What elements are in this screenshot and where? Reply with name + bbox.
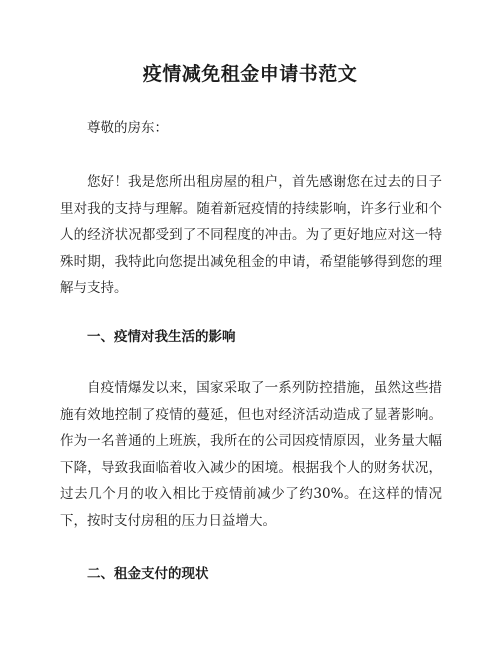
paragraph-intro: 您好！我是您所出租房屋的租户，首先感谢您在过去的日子里对我的支持与理解。随着新冠疫情的持续影响，许多行业和个人的经济状况都受到了不同程度的冲击。为了更好地应对这一特殊时期，我特此向您提出减免租金的申请，希望能够得到您的理解与支持。: [60, 174, 442, 296]
paragraph-impact: 自疫情爆发以来，国家采取了一系列防控措施，虽然这些措施有效地控制了疫情的蔓延，但也对经济活动造成了显著影响。作为一名普通的上班族，我所在的公司因疫情原因，业务量大幅下降，导致我面临着收入减少的困境。根据我个人的财务状况，过去几个月的收入相比于疫情前减少了约30%。在这样的情况下，按时支付房租的压力日益增大。: [60, 380, 442, 529]
salutation: 尊敬的房东：: [87, 120, 168, 136]
section-heading-rent-status: 二、租金支付的现状: [87, 566, 209, 582]
section-heading-impact: 一、疫情对我生活的影响: [87, 329, 236, 345]
document-title: 疫情减免租金申请书范文: [142, 63, 358, 85]
